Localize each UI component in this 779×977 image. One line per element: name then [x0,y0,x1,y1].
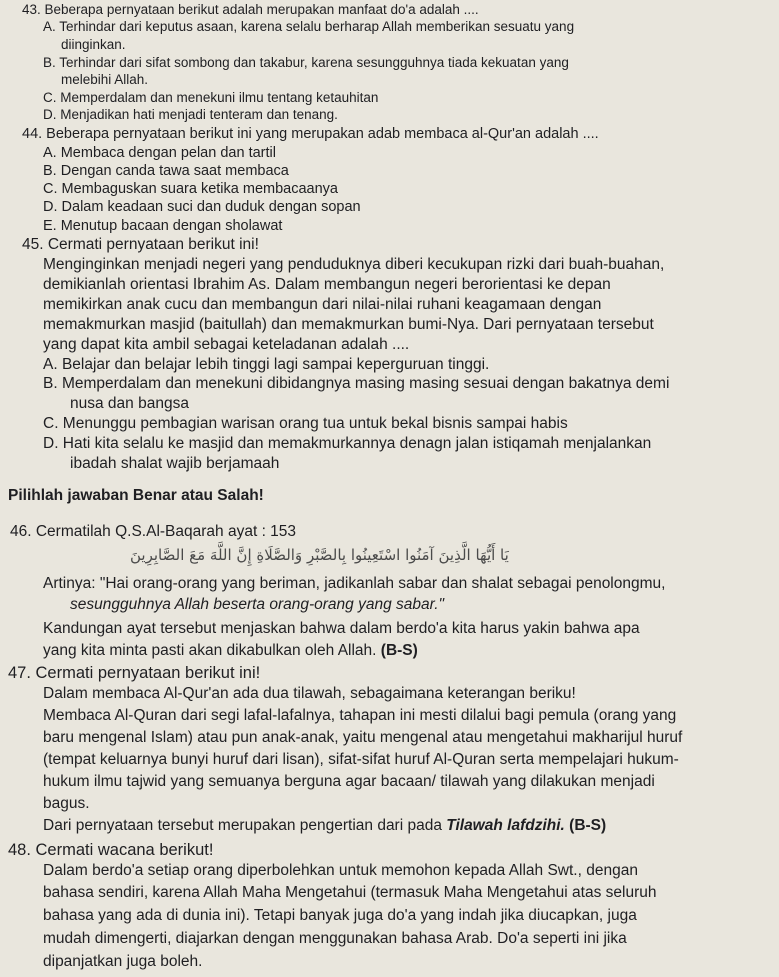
q47-statement-text: Dari pernyataan tersebut merupakan pengertian dari pada [43,817,447,834]
q46-statement-line1: Kandungan ayat tersebut menjaskan bahwa dalam berdo'a kita harus yakin bahwa apa [43,620,640,637]
q43-option-a-line1: A. Terhindar dari keputus asaan, karena selalu berharap Allah memberikan sesuatu yang [43,19,575,34]
q44-option-a: A. Membaca dengan pelan dan tartil [43,145,276,161]
q44-option-c: C. Membaguskan suara ketika membacaanya [43,181,338,197]
q43-option-d: D. Menjadikan hati menjadi tenteram dan tenang. [43,107,338,122]
q44-option-d: D. Dalam keadaan suci dan duduk dengan sopan [43,199,361,215]
q48-passage-line1: Dalam berdo'a setiap orang diperbolehkan untuk memohon kepada Allah Swt., dengan [43,862,638,879]
q44-option-e: E. Menutup bacaan dengan sholawat [43,218,283,234]
q45-option-d-line1: D. Hati kita selalu ke masjid dan memakmurkannya denagn jalan istiqamah menjalankan [43,435,652,452]
q47-statement-term: Tilawah lafdzihi. [446,817,565,834]
q47-passage-line3: baru mengenal Islam) atau pun anak-anak, yaitu mengenal atau mengetahui makharijul huruf [43,729,683,746]
q48-stem: 48. Cermati wacana berikut! [8,841,214,859]
q43-option-b-line2: melebihi Allah. [61,72,149,87]
q45-option-a: A. Belajar dan belajar lebih tinggi lagi sampai keperguruan tinggi. [43,356,490,373]
q43-stem: 43. Beberapa pernyataan berikut adalah merupakan manfaat do'a adalah .... [22,2,479,17]
q47-answer: (B-S) [569,817,607,834]
q45-option-b-line1: B. Memperdalam dan menekuni dibidangnya masing masing sesuai dengan bakatnya demi [43,375,670,392]
q45-option-d-line2: ibadah shalat wajib berjamaah [70,455,280,472]
q46-translation-line2: sesungguhnya Allah beserta orang-orang yang sabar." [70,596,445,613]
q46-translation-line1-text: Artinya: "Hai orang-orang yang beriman, jadikanlah sabar dan shalat sebagai penolongmu, [43,575,666,592]
q46-answer: (B-S) [380,642,418,659]
section-title: Pilihlah jawaban Benar atau Salah! [8,487,264,504]
q45-passage-line3: memikirkan anak cucu dan membangun dari nilai-nilai ruhani keagamaan dengan [43,296,602,313]
q46-stem: 46. Cermatilah Q.S.Al-Baqarah ayat : 153 [10,523,297,540]
q47-passage-line1: Dalam membaca Al-Qur'an ada dua tilawah, sebagaimana keterangan beriku! [43,685,576,702]
q43-option-c: C. Memperdalam dan menekuni ilmu tentang ketauhitan [43,90,379,105]
q45-option-c: C. Menunggu pembagian warisan orang tua untuk bekal bisnis sampai habis [43,415,568,432]
q43-option-b-line1: B. Terhindar dari sifat sombong dan takabur, karena sesungguhnya tiada kekuatan yang [43,55,569,70]
q47-passage-line4: (tempat keluarnya bunyi huruf dari lisan), sifat-sifat huruf Al-Quran serta mempelajari hukum- [43,751,679,768]
q45-passage-line4: memakmurkan masjid (baitullah) dan memakmurkan bumi-Nya. Dari pernyataan tersebut [43,316,654,333]
q47-passage-line2: Membaca Al-Quran dari segi lafal-lafalnya, tahapan ini mesti dilalui bagi pemula (orang yang [43,707,677,724]
q46-statement-line2-text: yang kita minta pasti akan dikabulkan oleh Allah. [43,642,377,659]
q48-passage-line4: mudah dimengerti, diajarkan dengan menggunakan bahasa Arab. Do'a seperti ini jika [43,930,627,947]
q46-translation-line1 [43,576,665,592]
q46-statement-line2 [43,643,418,659]
q46-arabic-verse: يَا أَيُّهَا الَّذِينَ آمَنُوا اسْتَعِينُوا بِالصَّبْرِ وَالصَّلَاةِ إِنَّ اللَّهَ مَعَ الصَّابِرِينَ [130,546,509,564]
q48-passage-line2: bahasa sendiri, karena Allah Maha Mengetahui (termasuk Maha Mengetahui atas seluruh [43,884,657,901]
q45-stem: 45. Cermati pernyataan berikut ini! [22,236,259,253]
q47-stem: 47. Cermati pernyataan berikut ini! [8,664,261,682]
q48-passage-line3: bahasa yang ada di dunia ini). Tetapi banyak juga do'a yang indah jika diucapkan, juga [43,907,637,924]
q45-passage-line2: demikianlah orientasi Ibrahim As. Dalam membangun negeri berorientasi ke depan [43,276,611,293]
q47-passage-line5: hukum ilmu tajwid yang semuanya berguna agar bacaan/ tilawah yang dilakukan menjadi [43,773,655,790]
q45-passage-line5: yang dapat kita ambil sebagai keteladanan adalah .... [43,336,410,353]
q45-option-b-line2: nusa dan bangsa [70,395,189,412]
q43-option-a-line2: diinginkan. [61,37,126,52]
q45-passage-line1: Menginginkan menjadi negeri yang penduduknya diberi kecukupan rizki dari buah-buahan, [43,256,665,273]
q44-option-b: B. Dengan canda tawa saat membaca [43,163,289,179]
q47-passage-line6: bagus. [43,795,90,812]
q47-statement [43,818,606,834]
q48-passage-line5: dipanjatkan juga boleh. [43,953,203,970]
q44-stem: 44. Beberapa pernyataan berikut ini yang merupakan adab membaca al-Qur'an adalah .... [22,126,599,142]
